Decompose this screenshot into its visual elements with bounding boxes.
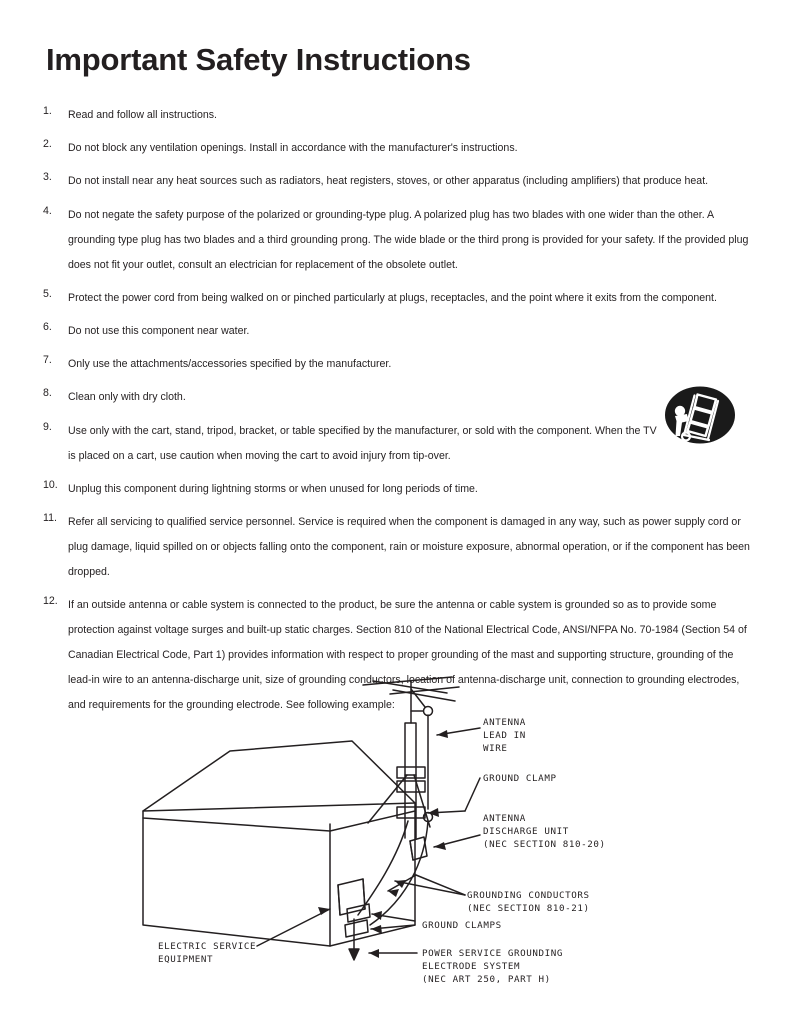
- list-item: [43, 103, 758, 128]
- list-item: [43, 203, 758, 278]
- label-power-service-grounding-line2: ELECTRODE SYSTEM: [422, 961, 521, 972]
- list-item-number: 8.: [43, 387, 52, 400]
- list-item-text: Do not block any ventilation openings. Install in accordance with the manufacturer's instructions.: [68, 142, 518, 155]
- ground-clamp-upper: [397, 767, 425, 778]
- grounding-conductor-1: [358, 821, 408, 915]
- ground-clamps-base: [345, 904, 370, 937]
- label-grounding-conductors-line1: GROUNDING CONDUCTORS: [467, 890, 590, 901]
- list-item: [43, 477, 758, 502]
- list-item: [43, 319, 758, 344]
- list-item-number: 9.: [43, 420, 52, 433]
- list-item-text: If an outside antenna or cable system is connected to the product, be sure the antenna or cable system is grounded so as to provide some protection against voltage surges and built-up static charges. Section 810 of the National Electrical Code, ANSI/NFPA No. 70-1984 (Section 54 of Canadian Electrical Code, Part 1) provides information with respect to proper grounding of the mast and supporting structure, grounding of the lead-in wire to an antenna-discharge unit, size of grounding conductors, location of antenna-discharge unit, connection to grounding electrodes, and requirements for the grounding electrode. See following example:: [68, 599, 747, 712]
- list-item-number: 10.: [43, 478, 58, 491]
- instructions-list: [43, 103, 758, 726]
- label-power-service-grounding-line3: (NEC ART 250, PART H): [422, 974, 551, 985]
- list-item-text: Clean only with dry cloth.: [68, 391, 186, 404]
- list-item-number: 7.: [43, 354, 52, 367]
- list-item-text: Protect the power cord from being walked on or pinched particularly at plugs, receptacles, and the point where it exits from the component.: [68, 291, 717, 304]
- list-item-number: 6.: [43, 320, 52, 333]
- grounding-conductor-2: [370, 821, 428, 925]
- label-antenna-discharge-unit-line2: DISCHARGE UNIT: [483, 826, 569, 837]
- label-ground-clamps: GROUND CLAMPS: [422, 920, 502, 931]
- label-antenna-lead-in-wire-line1: ANTENNA: [483, 717, 526, 728]
- label-antenna-lead-in-wire-line3: WIRE: [483, 743, 508, 754]
- label-antenna-discharge-unit-line3: (NEC SECTION 810-20): [483, 839, 606, 850]
- list-item-number: 1.: [43, 105, 52, 117]
- list-item-text: Read and follow all instructions.: [68, 109, 217, 121]
- label-antenna-lead-in-wire-line2: LEAD IN: [483, 730, 526, 741]
- electric-service-equipment: [338, 879, 365, 915]
- antenna-discharge-unit: [410, 837, 427, 860]
- list-item: [43, 169, 758, 194]
- label-power-service-grounding-line1: POWER SERVICE GROUNDING: [422, 948, 564, 959]
- label-electric-service-equipment-line2: EQUIPMENT: [158, 954, 214, 965]
- list-item-number: 11.: [43, 511, 57, 524]
- list-item-number: 3.: [43, 171, 52, 184]
- list-item: [43, 419, 758, 469]
- list-item-text: Only use the attachments/accessories specified by the manufacturer.: [68, 358, 392, 371]
- list-item-number: 4.: [43, 204, 52, 217]
- list-item-number: 12.: [43, 595, 58, 608]
- list-item: [43, 385, 758, 410]
- list-item-number: 2.: [43, 138, 52, 151]
- label-ground-clamp: GROUND CLAMP: [483, 773, 557, 784]
- list-item-text: Unplug this component during lightning storms or when unused for long periods of time.: [68, 482, 478, 495]
- cart-tip-over-warning-icon: [664, 386, 736, 444]
- label-electric-service-equipment-line1: ELECTRIC SERVICE: [158, 941, 257, 952]
- list-item-text: Use only with the cart, stand, tripod, bracket, or table specified by the manufacturer, or sold with the component. When the TV is placed on a cart, use caution when moving the cart to avoid injury from tip-over.: [68, 424, 657, 462]
- list-item: [43, 136, 758, 161]
- list-item-text: Do not use this component near water.: [68, 324, 250, 337]
- page-title: Important Safety Instructions: [46, 42, 471, 77]
- list-item-text: Refer all servicing to qualified service personnel. Service is required when the component is damaged in any way, such as power supply cord or plug damage, liquid spilled on or objects falling onto the component, rain or moisture exposure, abnormal operation, or if the component has been dropped.: [68, 515, 750, 578]
- antenna-grounding-diagram: [125, 663, 625, 993]
- list-item-text: Do not negate the safety purpose of the polarized or grounding-type plug. A polarized plug has two blades with one wider than the other. A grounding type plug has two blades and a third grounding prong. The wide blade or the third prong is provided for your safety. If the provided plug does not fit your outlet, consult an electrician for replacement of the obsolete outlet.: [68, 208, 749, 271]
- list-item-text: Do not install near any heat sources such as radiators, heat registers, stoves, or other apparatus (including amplifiers) that produce heat.: [68, 175, 709, 188]
- label-grounding-conductors-line2: (NEC SECTION 810-21): [467, 903, 590, 914]
- list-item: [43, 286, 758, 311]
- list-item: [43, 510, 758, 585]
- list-item: [43, 352, 758, 377]
- list-item-number: 5.: [43, 287, 52, 300]
- label-antenna-discharge-unit-line1: ANTENNA: [483, 813, 526, 824]
